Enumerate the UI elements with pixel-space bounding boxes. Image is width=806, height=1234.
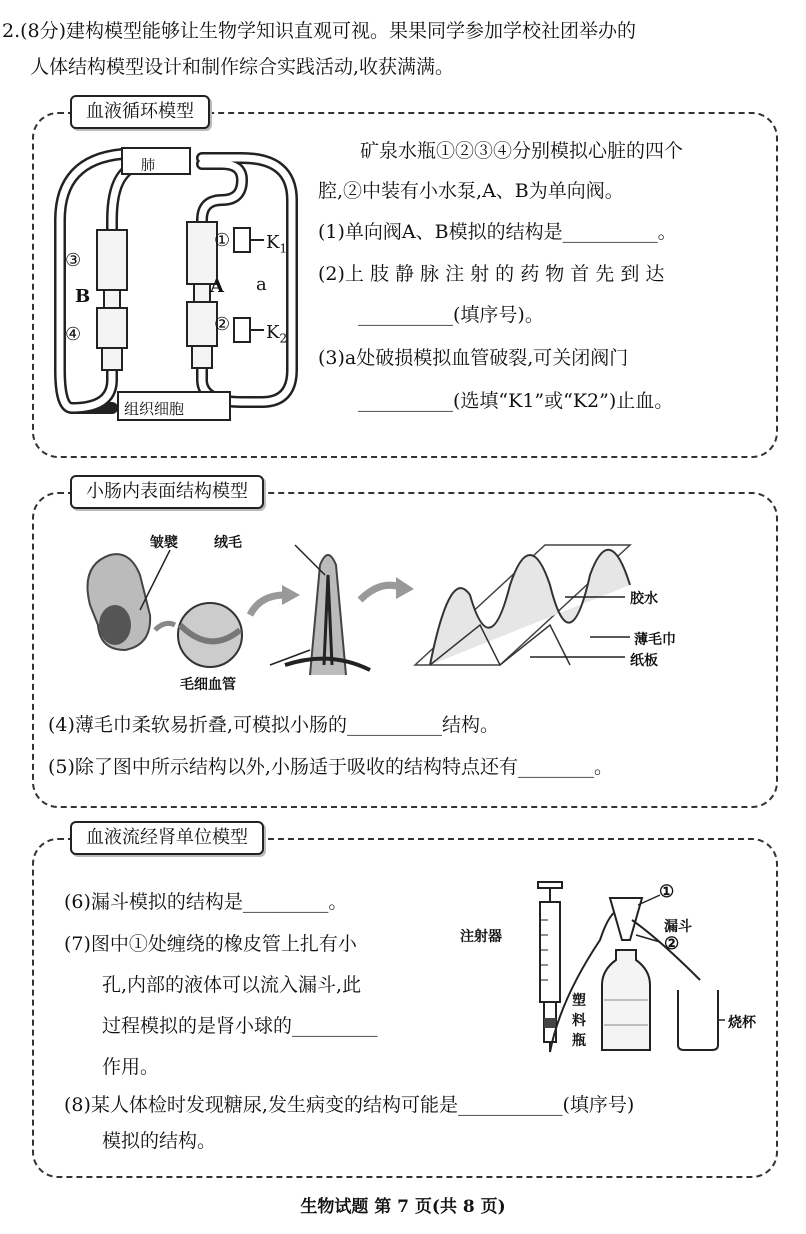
bottle-label-3: 瓶 — [572, 1033, 586, 1049]
page-footer: 生物试题 第 7 页(共 8 页) — [300, 1197, 506, 1217]
villus-label: 绒毛 — [214, 535, 242, 551]
question-5: (5)除了图中所示结构以外,小肠适于吸收的结构特点还有________。 — [48, 756, 613, 778]
question-4: (4)薄毛巾柔软易折叠,可模拟小肠的__________结构。 — [48, 714, 499, 736]
board-label: 纸板 — [630, 653, 658, 669]
chamber-2-label: ② — [214, 314, 231, 335]
question-1: (1)单向阀A、B模拟的结构是__________。 — [318, 221, 677, 243]
funnel-label: 漏斗 — [664, 919, 692, 935]
fold-label: 皱襞 — [150, 535, 178, 551]
chamber-3-label: ③ — [65, 250, 82, 271]
question-line-2: 人体结构模型设计和制作综合实践活动,收获满满。 — [30, 56, 455, 78]
intro-line-2: 腔,②中装有小水泵,A、B为单向阀。 — [318, 180, 624, 202]
question-2-line-2: __________(填序号)。 — [358, 304, 544, 326]
syringe-label: 注射器 — [460, 929, 502, 945]
lung-label: 肺 — [141, 158, 155, 174]
question-3-line-2: __________(选填“K1”或“K2”)止血。 — [358, 390, 674, 412]
question-7-line-1: (7)图中①处缠绕的橡皮管上扎有小 — [64, 933, 357, 955]
question-7-line-2: 孔,内部的液体可以流入漏斗,此 — [102, 974, 362, 996]
glue-label: 胶水 — [630, 591, 658, 607]
tube-1-label: ① — [659, 882, 675, 902]
vessel-a-label: a — [256, 274, 267, 295]
question-8-line-1: (8)某人体检时发现糖尿,发生病变的结构可能是___________(填序号) — [64, 1094, 635, 1116]
question-8-line-2: 模拟的结构。 — [102, 1130, 217, 1152]
section-title-small-intestine: 小肠内表面结构模型 — [70, 475, 264, 509]
question-6: (6)漏斗模拟的结构是_________。 — [64, 891, 348, 913]
chamber-4-label: ④ — [65, 324, 82, 345]
tissue-label: 组织细胞 — [124, 400, 185, 418]
question-line-1: 2.(8分)建构模型能够让生物学知识直观可视。果果同学参加学校社团举办的 — [2, 20, 637, 42]
k2-label: $K_2$ — [266, 322, 288, 346]
valve-b-label: B — [75, 286, 91, 307]
nephron-model-diagram — [520, 880, 740, 1070]
beaker-label: 烧杯 — [728, 1015, 756, 1031]
capillary-label: 毛细血管 — [180, 677, 236, 693]
question-7-line-3: 过程模拟的是肾小球的_________ — [102, 1015, 378, 1037]
question-3-line-1: (3)a处破损模拟血管破裂,可关闭阀门 — [318, 347, 629, 369]
tube-2-label: ② — [664, 934, 680, 954]
question-2-line-1: (2)上 肢 静 脉 注 射 的 药 物 首 先 到 达 — [318, 263, 665, 285]
chamber-1-label: ① — [214, 230, 231, 251]
section-title-blood-circulation: 血液循环模型 — [70, 95, 210, 129]
section-title-nephron: 血液流经肾单位模型 — [70, 821, 264, 855]
bottle-label-1: 塑 — [572, 993, 586, 1009]
bottle-label-2: 料 — [572, 1013, 586, 1029]
valve-a-label: A — [210, 276, 224, 297]
question-7-line-4: 作用。 — [102, 1056, 160, 1078]
towel-label: 薄毛巾 — [634, 632, 676, 648]
heart-circulation-diagram — [52, 140, 312, 430]
intro-line-1: 矿泉水瓶①②③④分别模拟心脏的四个 — [360, 140, 684, 162]
k1-label: $K_1$ — [266, 232, 288, 256]
